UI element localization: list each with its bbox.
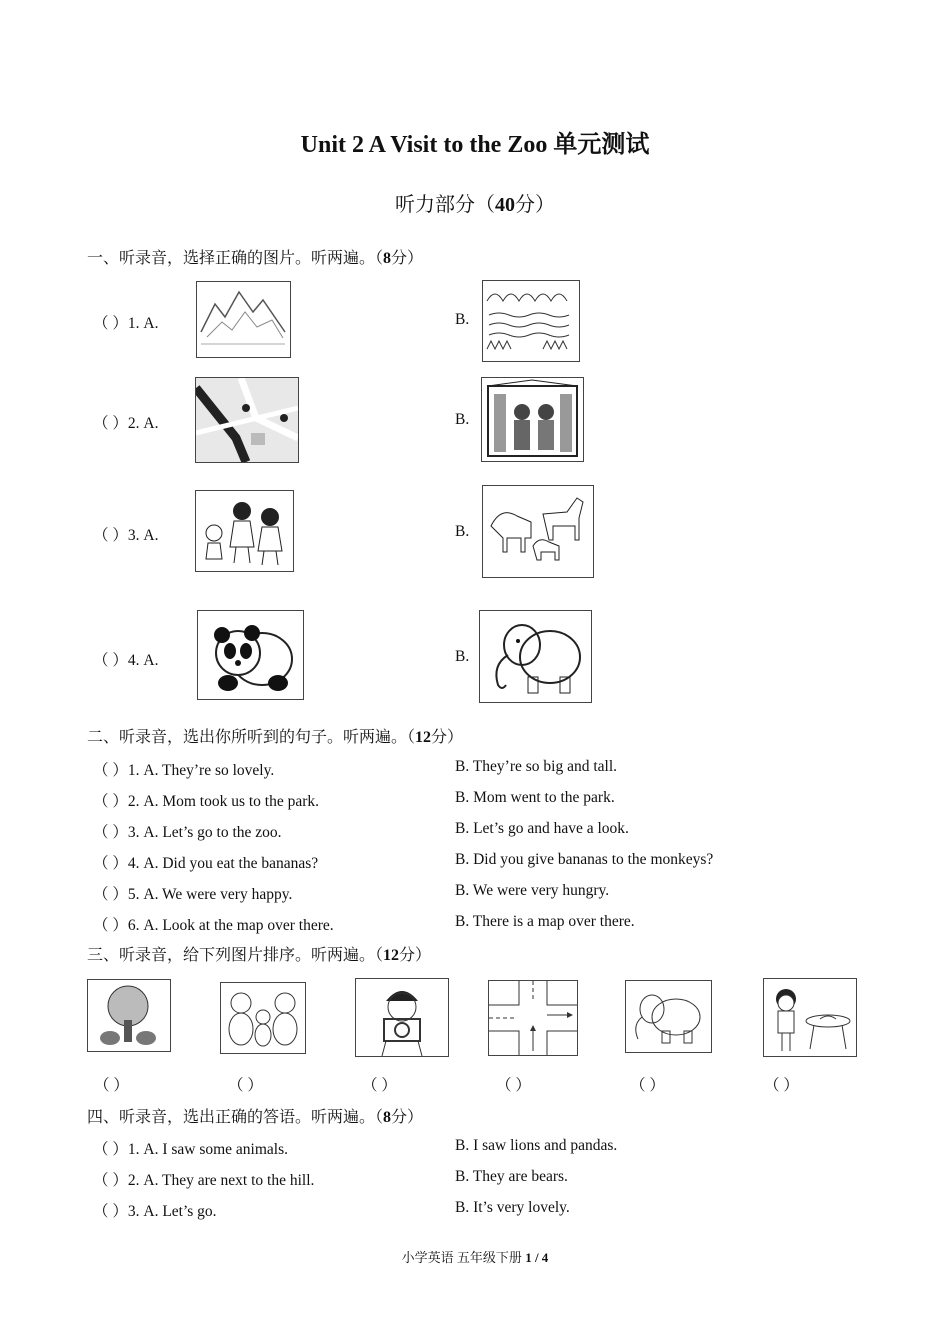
part4-item-1-b: B. I saw lions and pandas. <box>455 1137 618 1154</box>
tree-tigers-picture[interactable] <box>87 979 171 1052</box>
part2-item-5-b: B. We were very hungry. <box>455 882 610 899</box>
part1-heading <box>87 245 423 268</box>
part2-item-6-b: B. There is a map over there. <box>455 913 635 930</box>
part4-heading-tail: 分） <box>391 1109 424 1126</box>
subtitle-tail: 分） <box>515 194 555 216</box>
part1-heading-tail: 分） <box>391 250 424 267</box>
crossroads-picture[interactable] <box>488 980 578 1056</box>
part1-item-1-label: （ ）1. A. <box>93 315 159 332</box>
part2-item-4-a: （ ）4. A. Did you eat the bananas? <box>93 855 319 872</box>
part2-item-6-a: （ ）6. A. Look at the map over there. <box>93 917 334 934</box>
part3-heading-tail: 分） <box>399 947 432 964</box>
part1-item-1-b: B. <box>455 311 470 328</box>
part2-heading-score: 12 <box>415 729 432 746</box>
river-picture[interactable] <box>482 280 580 362</box>
listening-section-title <box>0 188 950 217</box>
part3-blank-3[interactable]: （ ） <box>362 1077 397 1094</box>
part1-item-4-label: （ ）4. A. <box>93 652 159 669</box>
part3-heading-score: 12 <box>383 947 400 964</box>
part4-item-2-b: B. They are bears. <box>455 1168 568 1185</box>
part3-blank-5[interactable]: （ ） <box>630 1077 665 1094</box>
part2-heading-tail: 分） <box>431 729 464 746</box>
subtitle-score: 40 <box>495 194 515 216</box>
elephant-small-picture[interactable] <box>625 980 712 1053</box>
puppet-show-picture[interactable] <box>481 377 584 462</box>
children-picture[interactable] <box>195 490 294 572</box>
page-number: 1 / 4 <box>525 1250 549 1265</box>
part2-item-3-b: B. Let’s go and have a look. <box>455 820 629 837</box>
subtitle-text: 听力部分（ <box>395 194 495 216</box>
page-footer <box>0 1247 950 1266</box>
part3-blank-2[interactable]: （ ） <box>228 1077 263 1094</box>
part2-item-2-b: B. Mom went to the park. <box>455 789 615 806</box>
animals-picture[interactable] <box>482 485 594 578</box>
part2-item-1-b: B. They’re so big and tall. <box>455 758 618 775</box>
part2-item-4-b: B. Did you give bananas to the monkeys? <box>455 851 714 868</box>
part4-heading <box>87 1104 423 1127</box>
map-picture[interactable] <box>195 377 299 463</box>
part1-heading-text: 一、听录音，选择正确的图片。听两遍。（ <box>87 250 384 267</box>
part1-item-3-b: B. <box>455 523 470 540</box>
camera-boy-picture[interactable] <box>355 978 449 1057</box>
part4-heading-score: 8 <box>383 1109 392 1126</box>
page-title: Unit 2 A Visit to the Zoo 单元测试 <box>300 132 650 158</box>
panda-picture[interactable] <box>197 610 304 700</box>
part2-heading-text: 二、听录音，选出你所听到的句子。听两遍。（ <box>87 729 416 746</box>
part4-item-3-b: B. It’s very lovely. <box>455 1199 570 1216</box>
part3-blank-1[interactable]: （ ） <box>94 1077 129 1094</box>
mountains-picture[interactable] <box>196 281 291 358</box>
girl-eating-picture[interactable] <box>763 978 857 1057</box>
part4-item-2-a: （ ）2. A. They are next to the hill. <box>93 1172 315 1189</box>
bears-picture[interactable] <box>220 982 306 1054</box>
part1-item-3-label: （ ）3. A. <box>93 527 159 544</box>
part2-item-1-a: （ ）1. A. They’re so lovely. <box>93 762 275 779</box>
part1-item-4-b: B. <box>455 648 470 665</box>
part3-blank-4[interactable]: （ ） <box>496 1077 531 1094</box>
footer-text: 小学英语 五年级下册 <box>401 1250 526 1265</box>
part2-item-3-a: （ ）3. A. Let’s go to the zoo. <box>93 824 282 841</box>
part4-item-1-a: （ ）1. A. I saw some animals. <box>93 1141 289 1158</box>
elephant-picture[interactable] <box>479 610 592 703</box>
part4-item-3-a: （ ）3. A. Let’s go. <box>93 1203 217 1220</box>
part4-heading-text: 四、听录音，选出正确的答语。听两遍。（ <box>87 1109 384 1126</box>
part2-item-5-a: （ ）5. A. We were very happy. <box>93 886 293 903</box>
part1-item-2-b: B. <box>455 411 470 428</box>
part3-heading-text: 三、听录音，给下列图片排序。听两遍。（ <box>87 947 384 964</box>
part2-item-2-a: （ ）2. A. Mom took us to the park. <box>93 793 320 810</box>
part3-blank-6[interactable]: （ ） <box>764 1077 799 1094</box>
part1-item-2-label: （ ）2. A. <box>93 415 159 432</box>
part2-heading <box>87 724 463 747</box>
part3-heading <box>87 942 431 965</box>
part1-heading-score: 8 <box>383 250 392 267</box>
